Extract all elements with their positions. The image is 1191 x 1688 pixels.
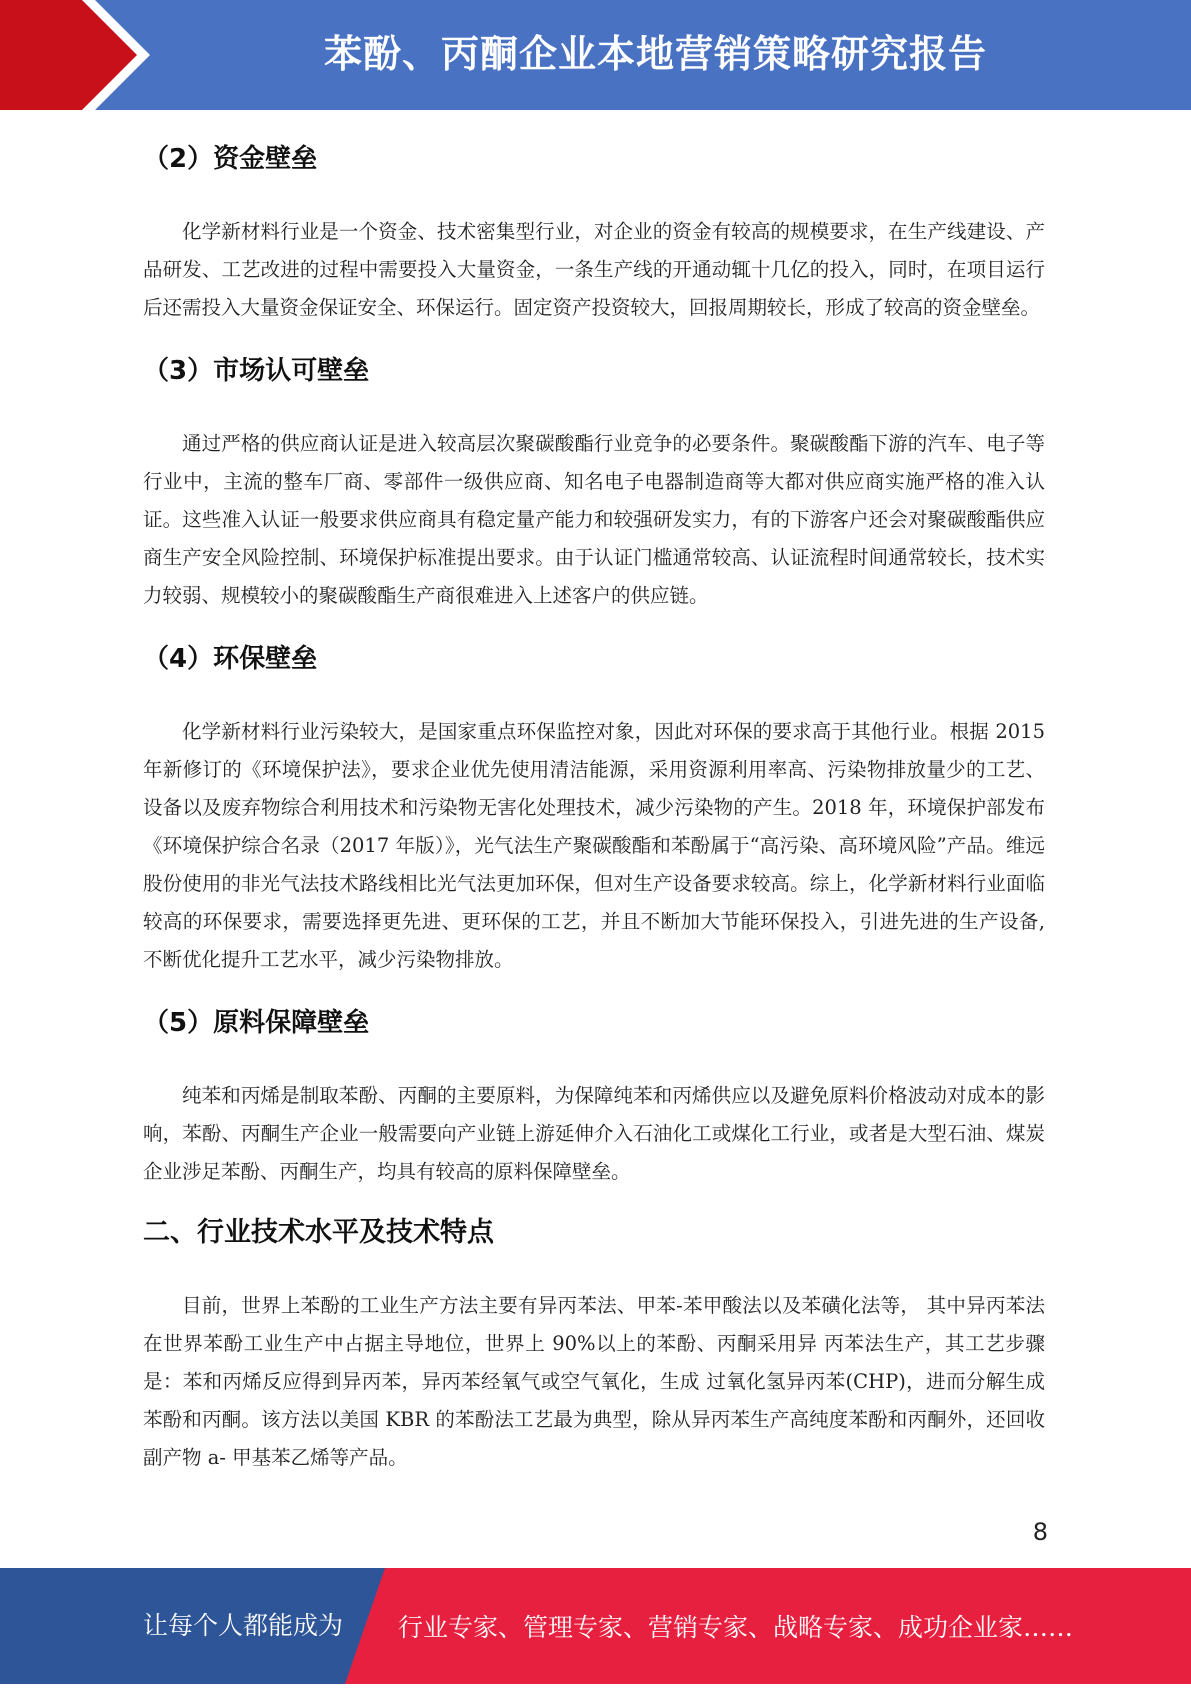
heading-raw-material-barrier: （5）原料保障壁垒 xyxy=(143,1008,370,1038)
paragraph-raw-material-barrier: 纯苯和丙烯是制取苯酚、丙酮的主要原料，为保障纯苯和丙烯供应以及避免原料价格波动对成本的影响，苯酚、丙酮生产企业一般需要向产业链上游延伸介入石油化工或煤化工行业，或者是大型石油、煤炭企业涉足苯酚、丙酮生产，均具有较高的原料保障壁垒。 xyxy=(143,1084,1045,1183)
footer-slogan-right: 行业专家、管理专家、营销专家、战略专家、成功企业家…… xyxy=(398,1613,1074,1642)
heading-capital-barrier: （2）资金壁垒 xyxy=(143,144,318,174)
paragraph-environment-barrier: 化学新材料行业污染较大，是国家重点环保监控对象，因此对环保的要求高于其他行业。根据 2015 年新修订的《环境保护法》，要求企业优先使用清洁能源，采用资源利用率高、污染物排放量少的工艺、设备以及废弃物综合利用技术和污染物无害化处理技术，减少污染物的产生。2018 年，环境保护部发布《环境保护综合名录（2017 年版）》，光气法生产聚碳酸酯和苯酚属于“高污染、高环境风险”产品。维远股份使用的非光气法技术路线相比光气法更加环保，但对生产设备要求较高。综上，化学新材料行业面临较高的环保要求，需要选择更先进、更环保的工艺，并且不断加大节能环保投入，引进先进的生产设备,不断优化提升工艺水平，减少污染物排放。 xyxy=(143,720,1045,971)
paragraph-capital-barrier: 化学新材料行业是一个资金、技术密集型行业，对企业的资金有较高的规模要求，在生产线建设、产品研发、工艺改进的过程中需要投入大量资金，一条生产线的开通动辄十几亿的投入，同时，在项目运行后还需投入大量资金保证安全、环保运行。固定资产投资较大，回报周期较长，形成了较高的资金壁垒。 xyxy=(143,220,1045,319)
page-number: 8 xyxy=(1032,1518,1048,1546)
heading-market-barrier: （3）市场认可壁垒 xyxy=(143,356,370,386)
page-header xyxy=(0,0,1191,110)
heading-technology-level: 二、行业技术水平及技术特点 xyxy=(143,1217,494,1248)
heading-environment-barrier: （4）环保壁垒 xyxy=(143,644,318,674)
page-footer xyxy=(0,1568,1191,1684)
page-content xyxy=(143,115,1045,1487)
paragraph-market-barrier: 通过严格的供应商认证是进入较高层次聚碳酸酯行业竞争的必要条件。聚碳酸酯下游的汽车、电子等行业中，主流的整车厂商、零部件一级供应商、知名电子电器制造商等大都对供应商实施严格的准入认证。这些准入认证一般要求供应商具有稳定量产能力和较强研发实力，有的下游客户还会对聚碳酸酯供应商生产安全风险控制、环境保护标准提出要求。由于认证门槛通常较高、认证流程时间通常较长，技术实力较弱、规模较小的聚碳酸酯生产商很难进入上述客户的供应链。 xyxy=(143,432,1045,607)
report-title: 苯酚、丙酮企业本地营销策略研究报告 xyxy=(323,32,987,76)
paragraph-technology-level: 目前，世界上苯酚的工业生产方法主要有异丙苯法、甲苯-苯甲酸法以及苯磺化法等， 其中异丙苯法在世界苯酚工业生产中占据主导地位，世界上 90%以上的苯酚、丙酮采用异 丙苯法生产，其工艺步骤是：苯和丙烯反应得到异丙苯，异丙苯经氧气或空气氧化，生成 过氧化氢异丙苯(CHP)，进而分解生成苯酚和丙酮。该方法以美国 KBR 的苯酚法工艺最为典型，除从异丙苯生产高纯度苯酚和丙酮外，还回收副产物 a- 甲基苯乙烯等产品。 xyxy=(143,1294,1045,1469)
footer-slogan-left: 让每个人都能成为 xyxy=(143,1611,344,1640)
